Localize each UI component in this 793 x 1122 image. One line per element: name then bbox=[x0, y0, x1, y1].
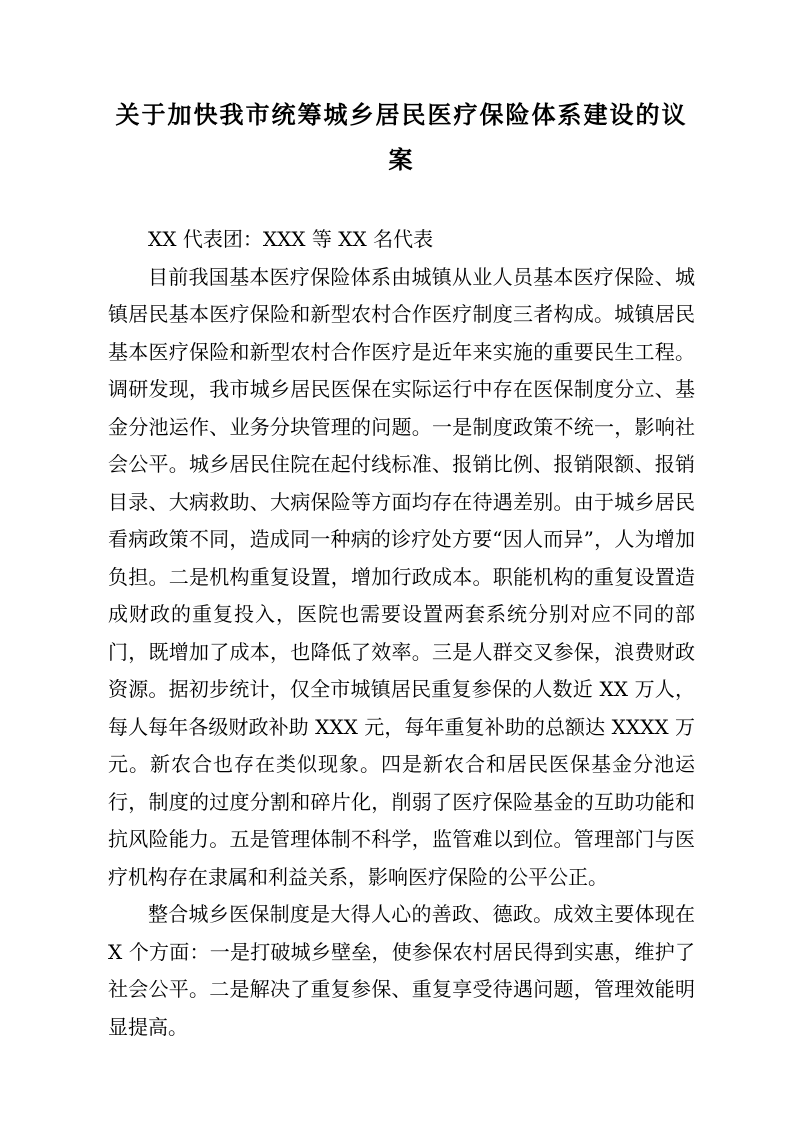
document-body bbox=[108, 221, 695, 1046]
document-title-line-2: 案 bbox=[388, 145, 415, 174]
document-title-line-1: 关于加快我市统筹城乡居民医疗保险体系建设的议 bbox=[115, 100, 688, 129]
body-paragraph-2: 整合城乡医保制度是大得人心的善政、德政。成效主要体现在 X 个方面：一是打破城乡壁垒，使参保农村居民得到实惠，维护了社会公平。二是解决了重复参保、重复享受待遇问题，管理效能明显提高。 bbox=[108, 902, 695, 1039]
document-title bbox=[108, 92, 695, 182]
addressee-line: XX 代表团：XXX 等 XX 名代表 bbox=[148, 227, 434, 251]
body-paragraph-1: 目前我国基本医疗保险体系由城镇从业人员基本医疗保险、城镇居民基本医疗保险和新型农村合作医疗制度三者构成。城镇居民基本医疗保险和新型农村合作医疗是近年来实施的重要民生工程。调研发现，我市城乡居民医保在实际运行中存在医保制度分立、基金分池运作、业务分块管理的问题。一是制度政策不统一，影响社会公平。城乡居民住院在起付线标准、报销比例、报销限额、报销目录、大病救助、大病保险等方面均存在待遇差别。由于城乡居民看病政策不同，造成同一种病的诊疗处方要“因人而异”，人为增加负担。二是机构重复设置，增加行政成本。职能机构的重复设置造成财政的重复投入，医院也需要设置两套系统分别对应不同的部门，既增加了成本，也降低了效率。三是人群交叉参保，浪费财政资源。据初步统计，仅全市城镇居民重复参保的人数近 XX 万人，每人每年各级财政补助 XXX 元，每年重复补助的总额达 XXXX 万元。新农合也存在类似现象。四是新农合和居民医保基金分池运行，制度的过度分割和碎片化，削弱了医疗保险基金的互助功能和抗风险能力。五是管理体制不科学，监管难以到位。管理部门与医疗机构存在隶属和利益关系，影响医疗保险的公平公正。 bbox=[108, 264, 695, 889]
